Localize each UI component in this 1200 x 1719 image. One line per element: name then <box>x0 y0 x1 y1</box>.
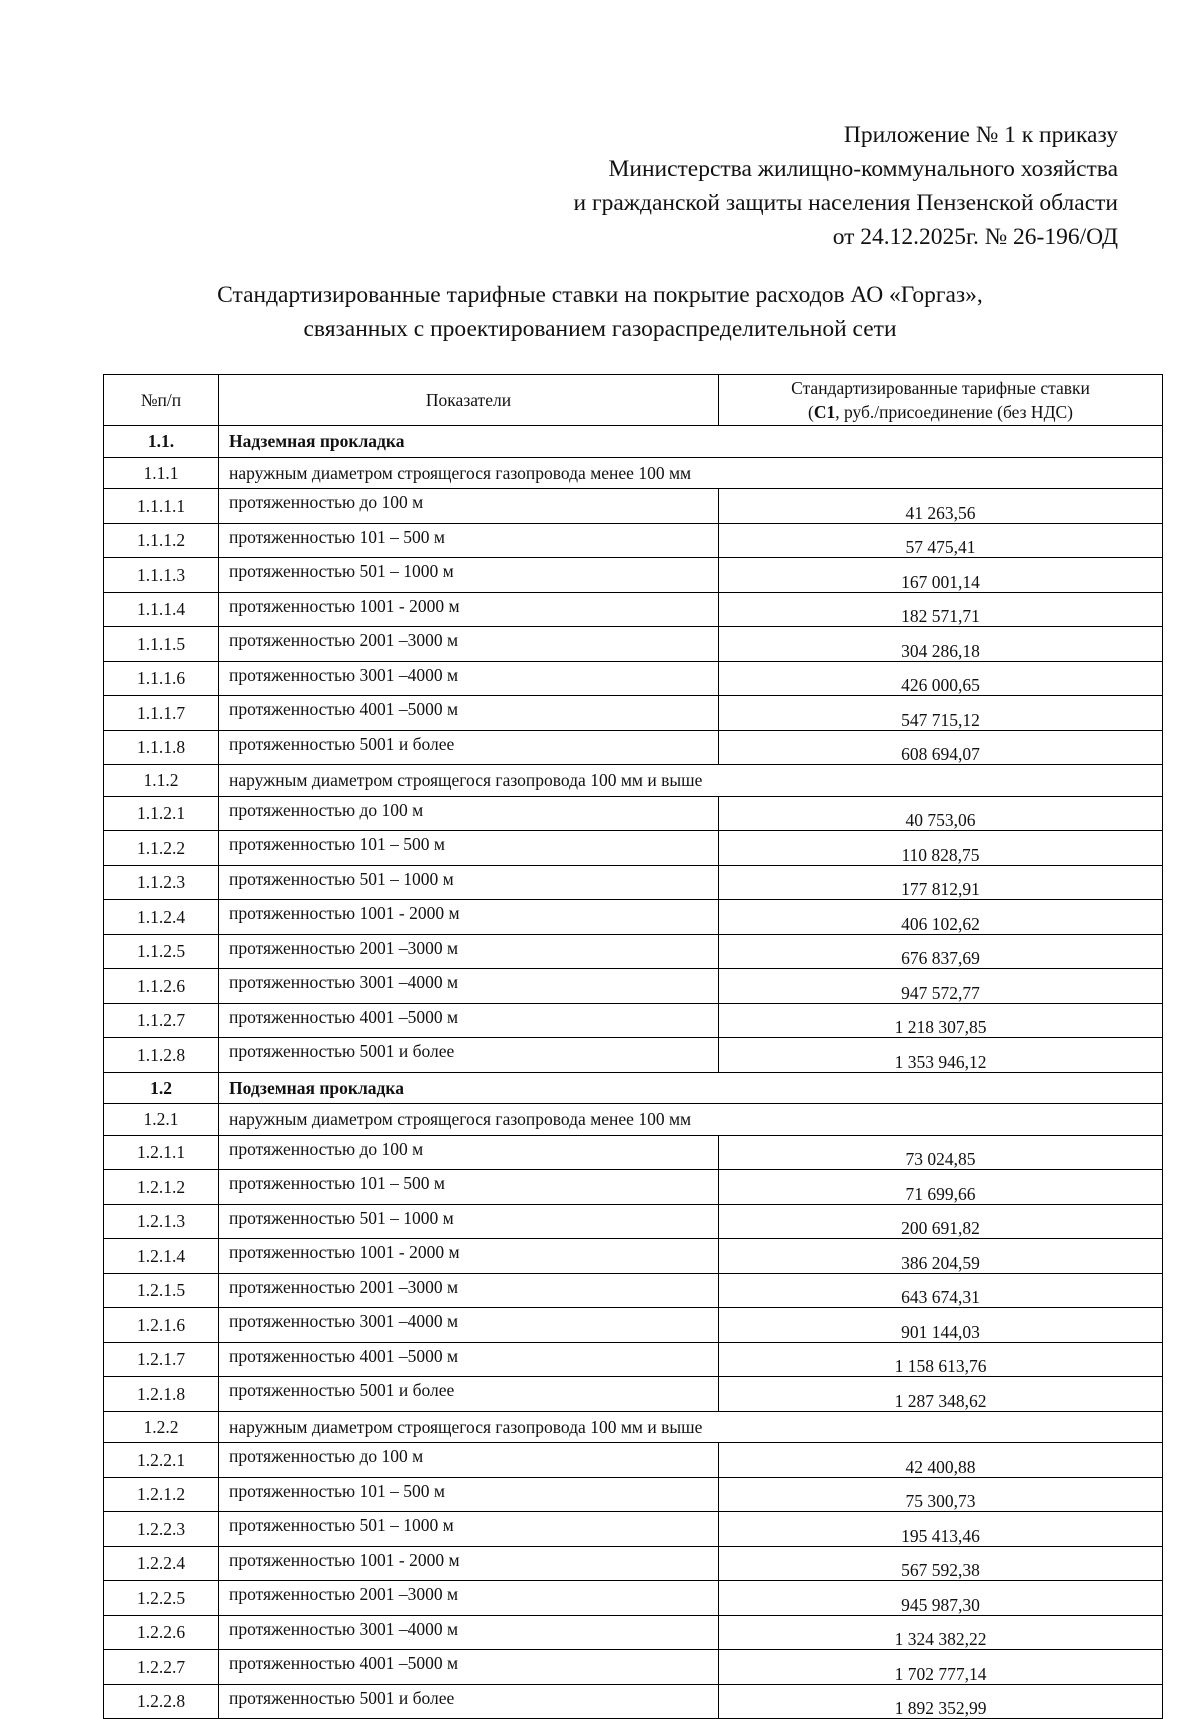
row-number: 1.1.1.7 <box>104 696 219 731</box>
table-row <box>104 592 1163 627</box>
row-number: 1.1.2.7 <box>104 1003 219 1038</box>
row-indicator: протяженностью до 100 м <box>219 1135 719 1170</box>
table-row <box>104 1308 1163 1343</box>
row-tariff-value: 1 702 777,14 <box>719 1650 1163 1685</box>
row-tariff-value: 901 144,03 <box>719 1308 1163 1343</box>
table-row <box>104 1135 1163 1170</box>
subsection-row <box>104 1411 1163 1443</box>
row-tariff-value: 947 572,77 <box>719 969 1163 1004</box>
row-tariff-value: 1 892 352,99 <box>719 1684 1163 1719</box>
table-row <box>104 1038 1163 1073</box>
table-row <box>104 1615 1163 1650</box>
row-number: 1.2.1.1 <box>104 1135 219 1170</box>
row-indicator: протяженностью 101 – 500 м <box>219 523 719 558</box>
row-indicator: протяженностью 101 – 500 м <box>219 1170 719 1205</box>
row-number: 1.2 <box>104 1072 219 1104</box>
row-indicator: протяженностью 501 – 1000 м <box>219 1512 719 1547</box>
row-indicator: протяженностью 101 – 500 м <box>219 831 719 866</box>
row-number: 1.2.1.7 <box>104 1342 219 1377</box>
row-indicator: протяженностью 2001 –3000 м <box>219 934 719 969</box>
table-row <box>104 796 1163 831</box>
row-tariff-value: 406 102,62 <box>719 900 1163 935</box>
row-indicator: протяженностью до 100 м <box>219 796 719 831</box>
section-title: Подземная прокладка <box>219 1072 1163 1104</box>
table-row <box>104 1273 1163 1308</box>
row-tariff-value: 1 287 348,62 <box>719 1377 1163 1412</box>
table-row <box>104 1650 1163 1685</box>
row-tariff-value: 42 400,88 <box>719 1443 1163 1478</box>
subsection-row <box>104 1104 1163 1136</box>
row-indicator: протяженностью 1001 - 2000 м <box>219 900 719 935</box>
header-indicator: Показатели <box>219 375 719 426</box>
row-tariff-value: 167 001,14 <box>719 558 1163 593</box>
table-body <box>104 426 1163 1719</box>
table-row <box>104 1377 1163 1412</box>
row-tariff-value: 643 674,31 <box>719 1273 1163 1308</box>
row-indicator: протяженностью 3001 –4000 м <box>219 1308 719 1343</box>
row-number: 1.2.1.6 <box>104 1308 219 1343</box>
row-number: 1.2.1.3 <box>104 1204 219 1239</box>
title-line: связанных с проектированием газораспределительной сети <box>303 316 897 342</box>
row-indicator: протяженностью 1001 - 2000 м <box>219 592 719 627</box>
row-tariff-value: 567 592,38 <box>719 1546 1163 1581</box>
title-line: Стандартизированные тарифные ставки на покрытие расходов АО «Горгаз», <box>217 282 983 308</box>
row-indicator: протяженностью 2001 –3000 м <box>219 1273 719 1308</box>
table-row <box>104 1170 1163 1205</box>
table-row <box>104 1443 1163 1478</box>
approval-line: Министерства жилищно-коммунального хозяйства <box>608 156 1118 182</box>
row-number: 1.1.1.3 <box>104 558 219 593</box>
table-row <box>104 1546 1163 1581</box>
header-value-line2: (С1, руб./присоединение (без НДС) <box>807 402 1073 422</box>
row-number: 1.2.2 <box>104 1411 219 1443</box>
row-number: 1.1.1 <box>104 457 219 489</box>
row-number: 1.1.1.5 <box>104 627 219 662</box>
row-indicator: протяженностью 1001 - 2000 м <box>219 1546 719 1581</box>
row-number: 1.2.1.2 <box>104 1170 219 1205</box>
approval-date-line: от 24.12.2025г. № 26-196/ОД <box>832 224 1118 250</box>
table-row <box>104 865 1163 900</box>
row-tariff-value: 177 812,91 <box>719 865 1163 900</box>
row-number: 1.1.2.3 <box>104 865 219 900</box>
header-value-line1: Стандартизированные тарифные ставки <box>791 378 1090 398</box>
row-indicator: протяженностью 5001 и более <box>219 1038 719 1073</box>
row-indicator: протяженностью 3001 –4000 м <box>219 1615 719 1650</box>
approval-line: и гражданской защиты населения Пензенской области <box>573 190 1118 216</box>
table-row <box>104 1477 1163 1512</box>
row-number: 1.2.1.8 <box>104 1377 219 1412</box>
approval-block <box>574 118 1118 254</box>
row-indicator: протяженностью 1001 - 2000 м <box>219 1239 719 1274</box>
section-title: Надземная прокладка <box>219 426 1163 458</box>
table-row <box>104 523 1163 558</box>
table-row <box>104 831 1163 866</box>
row-number: 1.2.2.6 <box>104 1615 219 1650</box>
row-number: 1.1. <box>104 426 219 458</box>
tariff-table <box>103 374 1163 1719</box>
row-number: 1.2.2.4 <box>104 1546 219 1581</box>
table-row <box>104 661 1163 696</box>
row-tariff-value: 195 413,46 <box>719 1512 1163 1547</box>
row-number: 1.2.1.4 <box>104 1239 219 1274</box>
table-row <box>104 1581 1163 1616</box>
row-number: 1.1.2.6 <box>104 969 219 1004</box>
row-tariff-value: 110 828,75 <box>719 831 1163 866</box>
row-tariff-value: 676 837,69 <box>719 934 1163 969</box>
row-tariff-value: 40 753,06 <box>719 796 1163 831</box>
header-num: №п/п <box>104 375 219 426</box>
row-tariff-value: 945 987,30 <box>719 1581 1163 1616</box>
row-indicator: протяженностью 3001 –4000 м <box>219 661 719 696</box>
table-row <box>104 1003 1163 1038</box>
row-indicator: протяженностью 5001 и более <box>219 1377 719 1412</box>
subsection-title: наружным диаметром строящегося газопровода 100 мм и выше <box>219 1411 1163 1443</box>
row-tariff-value: 71 699,66 <box>719 1170 1163 1205</box>
header-value-unit: , руб./присоединение (без НДС) <box>835 402 1073 422</box>
header-c1-label: С1 <box>813 402 836 422</box>
row-tariff-value: 608 694,07 <box>719 730 1163 765</box>
approval-line: Приложение № 1 к приказу <box>843 122 1118 148</box>
row-indicator: протяженностью 101 – 500 м <box>219 1477 719 1512</box>
row-indicator: протяженностью 3001 –4000 м <box>219 969 719 1004</box>
row-number: 1.2.1.2 <box>104 1477 219 1512</box>
row-tariff-value: 1 353 946,12 <box>719 1038 1163 1073</box>
row-tariff-value: 182 571,71 <box>719 592 1163 627</box>
table-row <box>104 489 1163 524</box>
row-indicator: протяженностью 5001 и более <box>219 730 719 765</box>
row-number: 1.1.2.2 <box>104 831 219 866</box>
row-tariff-value: 57 475,41 <box>719 523 1163 558</box>
table-header-row <box>104 375 1163 426</box>
row-tariff-value: 1 218 307,85 <box>719 1003 1163 1038</box>
row-number: 1.2.2.3 <box>104 1512 219 1547</box>
row-number: 1.1.1.8 <box>104 730 219 765</box>
row-tariff-value: 73 024,85 <box>719 1135 1163 1170</box>
row-tariff-value: 386 204,59 <box>719 1239 1163 1274</box>
row-indicator: протяженностью 5001 и более <box>219 1684 719 1719</box>
subsection-row <box>104 457 1163 489</box>
section-row <box>104 1072 1163 1104</box>
row-tariff-value: 304 286,18 <box>719 627 1163 662</box>
row-tariff-value: 41 263,56 <box>719 489 1163 524</box>
subsection-title: наружным диаметром строящегося газопровода 100 мм и выше <box>219 765 1163 797</box>
table-row <box>104 1512 1163 1547</box>
row-tariff-value: 1 324 382,22 <box>719 1615 1163 1650</box>
subsection-title: наружным диаметром строящегося газопровода менее 100 мм <box>219 457 1163 489</box>
row-number: 1.2.2.7 <box>104 1650 219 1685</box>
row-number: 1.1.2.4 <box>104 900 219 935</box>
table-row <box>104 627 1163 662</box>
row-indicator: протяженностью 501 – 1000 м <box>219 1204 719 1239</box>
row-number: 1.2.2.8 <box>104 1684 219 1719</box>
row-indicator: протяженностью 4001 –5000 м <box>219 1342 719 1377</box>
row-number: 1.2.1 <box>104 1104 219 1136</box>
row-number: 1.1.1.4 <box>104 592 219 627</box>
row-number: 1.1.1.1 <box>104 489 219 524</box>
row-number: 1.1.2.1 <box>104 796 219 831</box>
row-tariff-value: 547 715,12 <box>719 696 1163 731</box>
table-row <box>104 1684 1163 1719</box>
row-indicator: протяженностью 2001 –3000 м <box>219 627 719 662</box>
row-indicator: протяженностью до 100 м <box>219 489 719 524</box>
table-row <box>104 1342 1163 1377</box>
table-row <box>104 1239 1163 1274</box>
row-tariff-value: 1 158 613,76 <box>719 1342 1163 1377</box>
row-number: 1.2.2.5 <box>104 1581 219 1616</box>
row-indicator: протяженностью 2001 –3000 м <box>219 1581 719 1616</box>
row-indicator: протяженностью 4001 –5000 м <box>219 1003 719 1038</box>
row-tariff-value: 426 000,65 <box>719 661 1163 696</box>
table-row <box>104 934 1163 969</box>
row-number: 1.2.2.1 <box>104 1443 219 1478</box>
table-row <box>104 969 1163 1004</box>
row-indicator: протяженностью до 100 м <box>219 1443 719 1478</box>
section-row <box>104 426 1163 458</box>
table-row <box>104 730 1163 765</box>
row-tariff-value: 75 300,73 <box>719 1477 1163 1512</box>
subsection-title: наружным диаметром строящегося газопровода менее 100 мм <box>219 1104 1163 1136</box>
table-row <box>104 900 1163 935</box>
document-title <box>0 278 1200 346</box>
row-number: 1.1.1.2 <box>104 523 219 558</box>
row-tariff-value: 200 691,82 <box>719 1204 1163 1239</box>
row-indicator: протяженностью 4001 –5000 м <box>219 1650 719 1685</box>
header-value <box>719 375 1163 426</box>
table-row <box>104 696 1163 731</box>
subsection-row <box>104 765 1163 797</box>
row-indicator: протяженностью 4001 –5000 м <box>219 696 719 731</box>
row-number: 1.2.1.5 <box>104 1273 219 1308</box>
row-number: 1.1.2.8 <box>104 1038 219 1073</box>
row-indicator: протяженностью 501 – 1000 м <box>219 558 719 593</box>
row-indicator: протяженностью 501 – 1000 м <box>219 865 719 900</box>
table-row <box>104 1204 1163 1239</box>
table-row <box>104 558 1163 593</box>
row-number: 1.1.1.6 <box>104 661 219 696</box>
row-number: 1.1.2.5 <box>104 934 219 969</box>
row-number: 1.1.2 <box>104 765 219 797</box>
